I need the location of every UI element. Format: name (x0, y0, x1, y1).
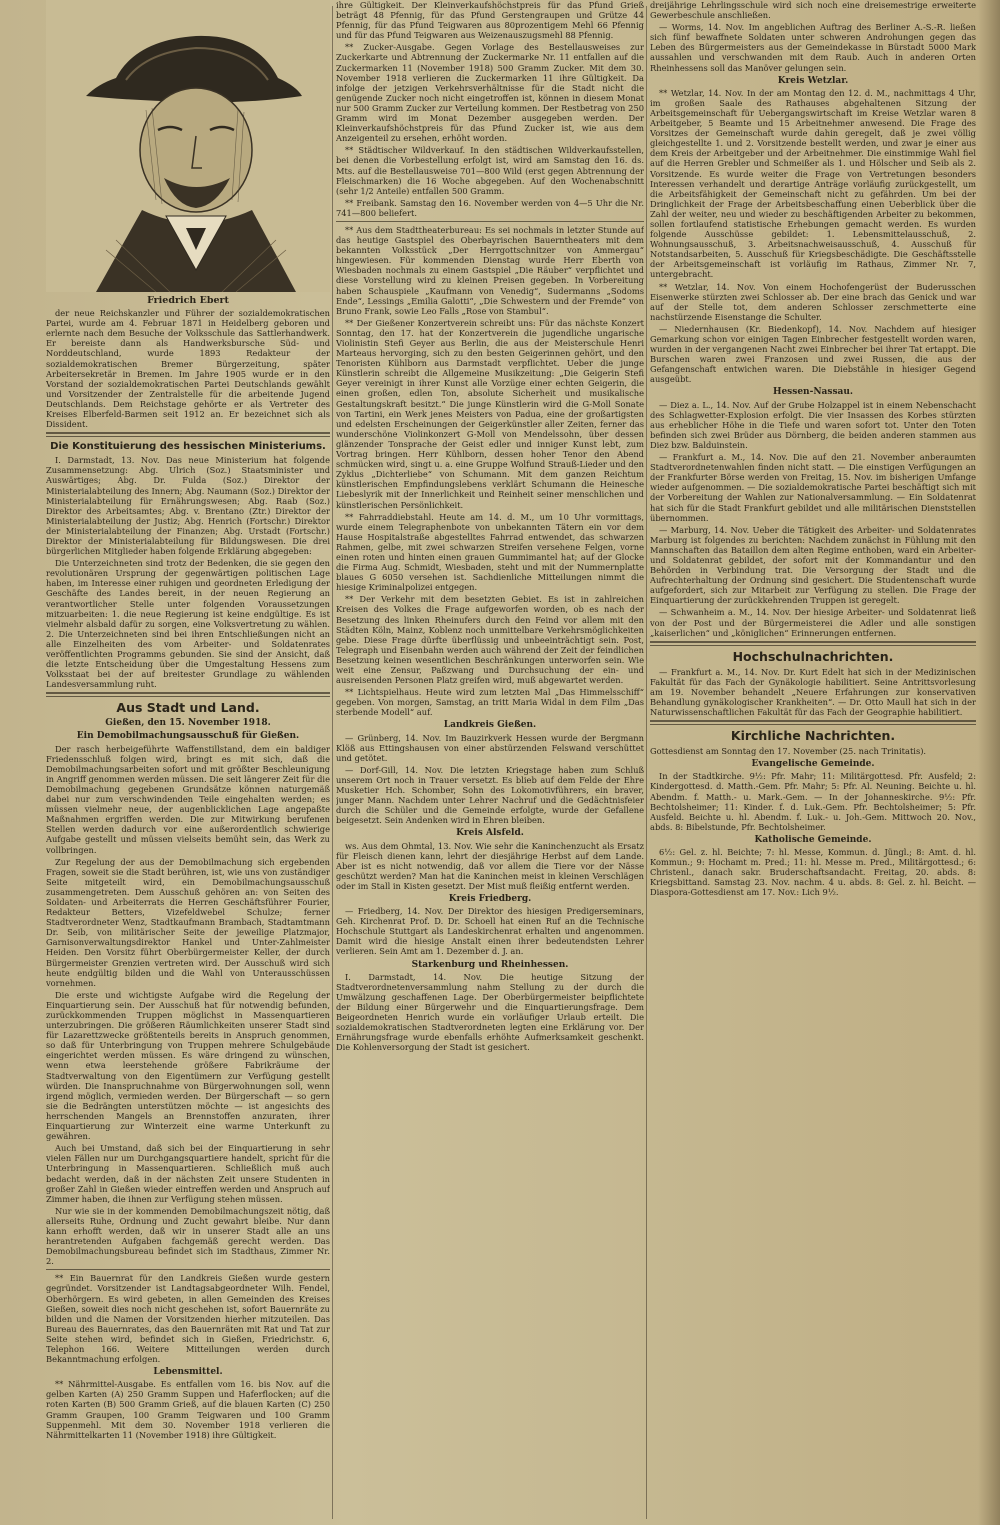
church-intro: Gottesdienst am Sonntag den 17. November (25. nach Trinitatis). (650, 746, 927, 757)
region-headline: Kreis Friedberg. (448, 893, 532, 904)
divider (46, 432, 330, 437)
article-paragraph: In der Stadtkirche. 9½: Pfr. Mahr; 11: Militärgottesd. Pfr. Ausfeld; 2: Kindergottesd. d. Matth.-Gem. Pfr. Mahr; 5: Pfr. Al. Neuning. Beichte u. hl. Abendm. f. Matth.- u. Mark.-Gem. — In der Johanneskirche. 9½: Pfr. Bechtolsheimer; 11: Kinder. f. d. Luk.-Gem. Pfr. Bechtolsheimer; 5: Pfr. Ausfeld. Beichte u. hl. Abendm. f. Luk.- u. Joh.-Gem. Mittwoch 20. Nov., abds. 8: Bibelstunde, Pfr. Bechtolsheimer. (650, 771, 976, 832)
column-right (650, 0, 976, 1525)
ministry-paragraph: I. Darmstadt, 13. Nov. Das neue Ministerium hat folgende Zusammensetzung: Abg. Ulrich (Soz.) Staatsminister und Auswärtiges; Abg. Dr. Fulda (Soz.) Direktor der Ministerialabteilung des Innern; Abg. Naumann (Soz.) Direktor der Ministerialabteilung für Ernährungswesen; Abg. Raab (Soz.) Direktor des Arbeitsamtes; Abg. v. Brentano (Ztr.) Direktor der Ministerialabteilung der Justiz; Abg. Henrich (Fortschr.) Direktor der Ministerialabteilung der Finanzen; Abg. Urstadt (Fortschr.) Direktor der Ministerialabteilung für Bildungswesen. Die drei bürgerlichen Mitglieder haben folgende Erklärung abgegeben: (46, 455, 330, 557)
article-paragraph: 6½: Gel. z. hl. Beichte; 7: hl. Messe, Kommun. d. Jüngl.; 8: Amt. d. hl. Kommun.; 9: Hochamt m. Pred.; 11: hl. Messe m. Pred., Militärgottesd.; 6: Christenl., danach sakr. Bruderschaftsandacht. Freitag, 20. abds. 8: Kriegsbittand. Samstag 23. Nov. nachm. 4 u. abds. 8: Gel. z. hl. Beicht. — Diaspora-Gottesdienst am 17. Nov.: Lich 9½. (650, 847, 976, 898)
article-paragraph: ** Zucker-Ausgabe. Gegen Vorlage des Bestellausweises zur Zuckerkarte und Abtrennung der Zuckermarke Nr. 11 entfallen auf die Zuckermarken 11 (November 1918) 500 Gramm Zucker. Mit dem 30. November 1918 verlieren die Zuckermarken 11 ihre Gültigkeit. Da infolge der jetzigen Verkehrsverhältnisse für die Stadt nicht die genügende Zucker noch nicht eingetroffen ist, können in diesem Monat nur 500 Gramm Zucker zur Verteilung kommen. Der Restbetrag von 250 Gramm wird im Monat Dezember ausgegeben werden. Der Kleinverkaufshöchstpreis für das Pfund Zucker ist, wie aus dem Anzeigenteil zu ersehen, erhöht worden. (336, 42, 644, 144)
article-paragraph: ** Freibank. Samstag den 16. November werden von 4—5 Uhr die Nr. 741—800 beliefert. (336, 197, 644, 218)
divider (650, 641, 976, 646)
portrait-caption: Friedrich Ebert (147, 295, 229, 306)
page-edge-shadow (978, 0, 1000, 1525)
article-paragraph: dreijährige Lehrlingsschule wird sich noch eine dreisemestrige erweiterte Gewerbeschule anschließen. (650, 0, 976, 21)
article-paragraph: ** Wetzlar, 14. Nov. In der am Montag den 12. d. M., nachmittags 4 Uhr, im großen Saale des Rathauses abgehaltenen Sitzung der Arbeitsgemeinschaft für Uebergangswirtschaft im Kreise Wetzlar waren 8 Arbeitgeber, 5 Beamte und 15 Arbeitnehmer anwesend. Die Frage des Vorsitzes der Gemeinschaft wurde dahin geregelt, daß je zwei völlig gleichgestellte 1. und 2. Vorsitzende bestellt werden, und zwar je einer aus dem Kreis der Arbeitgeber und der Arbeitnehmer. Die einstimmige Wahl fiel auf die Herren Grebler und Schmeißer als 1. und Hölscher und Seib als 2. Vorsitzende. Es wurde weiter die Frage von Vertretungen besonders Interessen verhandelt und derartige Anträge vorläufig zurückgestellt, um die Arbeitsfähigkeit der Gemeinschaft nicht zu gefährden. Um bei der Dringlichkeit der Frage der Arbeitsbeschaffung einen Ueberblick über die Zahl der weiter, neu und wieder zu beschäftigenden Arbeiter zu bekommen, sollen fortlaufend statistische Erhebungen gemacht werden. Es wurden folgende Ausschüsse gebildet: 1. Lebensmittelausschuß, 2. Wohnungsausschuß, 3. Arbeitsnachweisausschuß, 4. Ausschuß für Notstandsarbeiten, 5. Ausschuß für Kriegsbeschädigte. Die Geschäftsstelle der Arbeitsgemeinschaft ist vorläufig im Rathaus, Zimmer Nr. 7, untergebracht. (650, 87, 976, 280)
divider (46, 1269, 330, 1270)
article-paragraph: Der rasch herbeigeführte Waffenstillstand, dem ein baldiger Friedensschluß folgen wird, bringt es mit sich, daß die Demobilmachungsarbeiten sofort und mit größter Beschleunigung in Angriff genommen werden müssen. Die seit längerer Zeit für die Demobilmachung gegebenen Grundsätze können naturgemäß dabei nur zum verschwindenden Teile eingehalten werden; es müssen vielmehr neue, der augenblicklichen Lage angepaßte Maßnahmen ergriffen werden. Die zur Mitwirkung berufenen Stellen werden dadurch vor eine außerordentlich schwierige Aufgabe gestellt und müssen vielseits bemüht sein, das Werk zu vollbringen. (46, 743, 330, 855)
article-paragraph: I. Darmstadt, 14. Nov. Die heutige Sitzung der Stadtverordnetenversammlung nahm Stellung zu der durch die Umwälzung geschaffenen Lage. Der Oberbürgermeister beipflichtete der Bildung einer Bürgerwehr und die Einquartierungsfrage. Dem Beigeordneten Henrich wurde ein vorläufiger Urlaub erteilt. Die sozialdemokratischen Stadtverordneten legten eine Erklärung vor. Der Ernährungsfrage wurde ebenfalls erhöhte Aufmerksamkeit geschenkt. Die Kohlenversorgung der Stadt ist gesichert. (336, 971, 644, 1053)
section-headline: Aus Stadt und Land. (116, 700, 260, 716)
article-paragraph: — Friedberg, 14. Nov. Der Direktor des hiesigen Predigerseminars, Geh. Kirchenrat Prof. D. Dr. Schoell hat einen Ruf an die Technische Hochschule Stuttgart als Landeskirchenrat erhalten und angenommen. Damit wird die hiesige Anstalt einen ihrer bedeutendsten Lehrer verlieren. Sein Amt am 1. Dezember d. J. an. (336, 906, 644, 957)
region-headline: Hessen-Nassau. (772, 387, 854, 398)
column-left (46, 0, 330, 1525)
article-paragraph: ** Nährmittel-Ausgabe. Es entfallen vom 16. bis Nov. auf die gelben Karten (A) 250 Gramm Suppen und Haferflocken; auf die roten Karten (B) 500 Gramm Grieß, auf die blauen Karten (C) 250 Gramm Graupen, 100 Gramm Teigwaren und 100 Gramm Suppenmehl. Mit dem 30. November 1918 verlieren die Nährmittelkarten 11 (November 1918) ihre Gültigkeit. (46, 1379, 330, 1440)
article-paragraph: — Niedernhausen (Kr. Biedenkopf), 14. Nov. Nachdem auf hiesiger Gemarkung schon vor einigen Tagen Einbrecher festgestellt worden waren, wurden in der vergangenen Nacht zwei Einbrecher bei ihrer Tat ertappt. Die Burschen waren zwei Franzosen und zwei Russen, die aus der Gefangenschaft entwichen waren. Die Diebstähle in hiesiger Gegend ausgeübt. (650, 323, 976, 385)
article-paragraph: — Frankfurt a. M., 14. Nov. Dr. Kurt Edelt hat sich in der Medizinischen Fakultät für das Fach der Gynäkologie habilitiert. Seine Antrittsvorlesung am 19. November behandelt „Neuere Erfahrungen zur konservativen Behandlung gynäkologischer Krankheiten“. — Dr. Otto Maull hat sich in der Naturwissenschaftlichen Fakultät für das Fach der Geographie habilitiert. (650, 666, 976, 718)
section-headline: Kirchliche Nachrichten. (730, 728, 896, 744)
article-paragraph: — Worms, 14. Nov. Im angeblichen Auftrag des Berliner A.-S.-R. ließen sich fünf bewaffnete Soldaten unter schweren Androhungen gegen das Leben des Bürgermeisters aus der Gemeindekasse in Bürstadt 5000 Mark aussahlen und verschwanden mit dem Raub. Auch in anderen Orten Rheinhessens soll das Manöver gelungen sein. (650, 22, 976, 73)
article-paragraph: — Dorf-Gill, 14. Nov. Die letzten Kriegstage haben zum Schluß unserem Ort noch in Trauer versetzt. Es blieb auf dem Felde der Ehre Musketier Hch. Schomber, Sohn des Lokomotivführers, ein braver, junger Mann. Nachdem unter Lehrer Nachruf und die Gedächtnisfeier durch die Schüler und die Gemeinde erfolgte, wurde der Gefallene beigesetzt. Sein Andenken wird in Ehren bleiben. (336, 764, 644, 826)
article-headline: Ein Demobilmachungsausschuß für Gießen. (76, 731, 300, 742)
article-paragraph: ** Der Verkehr mit dem besetzten Gebiet. Es ist in zahlreichen Kreisen des Volkes die Frage aufgeworfen worden, ob es nach der Besetzung des linken Rheinufers durch den Feind vor allem mit den Städten Köln, Mainz, Koblenz noch unmittelbare Verkehrsmöglichkeiten gebe. Diese Frage dürfte überflüssig und unbeeinträchtigt sein. Post, Telegraph und Eisenbahn werden auch während der Zeit der feindlichen Besetzung keinen wesentlichen Beschränkungen unterworfen sein. Wie weit eine Zensur, Paßzwang und Durchsuchung der ein- und ausreisenden Personen Platz greifen wird, muß abgewartet werden. (336, 594, 644, 686)
column-rule (646, 6, 647, 1519)
divider (650, 720, 976, 725)
ministry-paragraph: Die Unterzeichneten sind trotz der Bedenken, die sie gegen den revolutionären Ursprung der gegenwärtigen politischen Lage haben, im Interesse einer ruhigen und geordneten Erledigung der Geschäfte des Landes bereit, in der neuen Regierung an verantwortlicher Stelle unter folgenden Voraussetzungen mitzuarbeiten: 1. die neue Regierung ist keine endgültige. Es ist vielmehr alsbald dafür zu sorgen, eine Volksvertretung zu wählen. 2. Die Unterzeichneten sind bei ihren Entschließungen nicht an alle Einzelheiten des vom Arbeiter- und Soldatenrates veröffentlichten Programms gebunden. Sie sind der Ansicht, daß die letzte Entscheidung über die Umgestaltung Hessens zum Volksstaat bei der auf breitester Grundlage zu wählenden Landesversammlung ruht. (46, 558, 330, 690)
divider (46, 692, 330, 697)
article-paragraph: ** Wetzlar, 14. Nov. Von einem Hochofengerüst der Buderusschen Eisenwerke stürzten zwei Schlosser ab. Der eine brach das Genick und war auf der Stelle tot, dem anderen Schlosser zerschmetterte eine nachstürzende Eisenstange die Schulter. (650, 281, 976, 322)
article-paragraph: — Schwanheim a. M., 14. Nov. Der hiesige Arbeiter- und Soldatenrat ließ von der Post und der Bürgermeisterei die Adler und alle sonstigen „kaiserlichen“ und „königlichen“ Erinnerungen entfernen. (650, 607, 976, 638)
ebert-bio: der neue Reichskanzler und Führer der sozialdemokratischen Partei, wurde am 4. Februar 1871 in Heidelberg geboren und erlernte nach dem Besuche der Volksschule das Sattlerhandwerk. Er bereiste dann als Handwerksbursche Süd- und Norddeutschland, wurde 1893 Redakteur der sozialdemokratischen Bremer Bürgerzeitung, später Arbeitersekretär in Bremen. Im Jahre 1905 wurde er in den Vorstand der sozialdemokratischen Partei Deutschlands gewählt und Vorsitzender der Zentralstelle für die arbeitende Jugend Deutschlands. Dem Reichstage gehörte er als Vertreter des Kreises Elberfeld-Barmen seit 1912 an. Er bezeichnet sich als Dissident. (46, 308, 330, 430)
article-paragraph: ws. Aus dem Ohmtal, 13. Nov. Wie sehr die Kaninchenzucht als Ersatz für Fleisch dienen kann, lehrt der diesjährige Herbst auf dem Lande. Aber ist es nicht notwendig, daß vor allem die Tiere vor der Nässe geschützt werden? Man hat die Kaninchen meist in kleinen Verschlägen oder im Stall in Kisten gesetzt. Der Mist muß fleißig entfernt werden. (336, 840, 644, 891)
portrait-engraving (46, 0, 330, 292)
region-headline: Kreis Wetzlar. (777, 75, 849, 86)
article-paragraph: Zur Regelung der aus der Demobilmachung sich ergebenden Fragen, soweit sie die Stadt berühren, ist, wie uns von zuständiger Seite mitgeteilt wird, ein Demobilmachungsausschuß zusammengetreten. Dem Ausschuß gehören an: von Seiten des Soldaten- und Arbeiterrats die Herren Geschäftsführer Fourier, Redakteur Betters, Vizefeldwebel Schulze; ferner Stadtverordneter Wenz, Stadtkaufmann Brambach, Stadtamtmann Dr. Seib, von militärischer Seite der jeweilige Platzmajor, Garnisonverwaltungsdirektor Hankel und Unter-Zahlmeister Heiden. Den Vorsitz führt Oberbürgermeister Keller, der durch Bürgermeister Grenzien vertreten wird. Der Ausschuß wird sich heute endgültig bilden und die Wahl von Unterausschüssen vornehmen. (46, 856, 330, 988)
article-paragraph: Nur wie sie in der kommenden Demobilmachungszeit nötig, daß allerseits Ruhe, Ordnung und Zucht gewahrt bleibe. Nur dann kann erhofft werden, daß wir in unserer Stadt alle an uns herantretenden Aufgaben fachgemäß gerecht werden. Das Demobilmachungsbureau befindet sich im Stadthaus, Zimmer Nr. 2. (46, 1205, 330, 1267)
article-paragraph: ** Ein Bauernrat für den Landkreis Gießen wurde gestern gegründet. Vorsitzender ist Landtagsabgeordneter Wilh. Fendel, Oberhörgern. Es wird gebeten, in allen Gemeinden des Kreises Gießen, soweit dies noch nicht geschehen ist, sofort Bauernräte zu bilden und die Namen der Vorsitzenden hierher mitzuteilen. Das Bureau des Bauernrates, das den Bauernräten mit Rat und Tat zur Seite stehen wird, befindet sich in Gießen, Friedrichstr. 6, Telephon 166. Weitere Mitteilungen werden durch Bekanntmachung erfolgen. (46, 1273, 330, 1365)
region-headline: Kreis Alsfeld. (456, 828, 524, 839)
article-paragraph: — Grünberg, 14. Nov. Im Bauzirkverk Hessen wurde der Bergmann Klöß aus Ettingshausen von einer abstürzenden Felswand verschüttet und getötet. (336, 732, 644, 763)
article-paragraph: ihre Gültigkeit. Der Kleinverkaufshöchstpreis für das Pfund Grieß beträgt 48 Pfennig, für das Pfund Gerstengraupen und Grütze 44 Pfennig, für das Pfund Teigwaren aus 80prozentigem Mehl 66 Pfennig und für das Pfund Teigwaren aus Weizenauszugsmehl 88 Pfennig. (336, 0, 644, 41)
congregation-headline: Evangelische Gemeinde. (751, 759, 875, 770)
article-paragraph: Auch bei Umstand, daß sich bei der Einquartierung in sehr vielen Fällen nur um Durchgangsquartiere handelt, spricht für die Unterbringung in Massenquartieren. Schließlich muß auch bedacht werden, daß in der nächsten Zeit unsere Studenten in großer Zahl in Gießen wieder eintreffen werden und Anspruch auf Zimmer haben, die ihnen zur Verfügung stehen müssen. (46, 1143, 330, 1204)
article-paragraph: ** Städtischer Wildverkauf. In den städtischen Wildverkaufsstellen, bei denen die Vorbestellung erfolgt ist, wird am Samstag den 16. ds. Mts. auf die Bestellausweise 701—800 Wild (erst gegen Abtrennung der Fleischmarken) die 16 Woche abgegeben. Auf den Wochenabschnitt (sehr 1/2 Anteile) entfallen 500 Gramm. (336, 145, 644, 196)
region-headline: Starkenburg und Rheinhessen. (411, 959, 569, 970)
article-paragraph: ** Der Gießener Konzertverein schreibt uns: Für das nächste Konzert Sonntag, den 17. hat der Konzertverein die jugendliche ungarische Violinistin Stefi Geyer aus Berlin, die aus der Meisterschule Henri Marteaus hervorging, sich zu den besten Geigerinnen gehört, und den Tenoristen Kühlborn aus Darmstadt verpflichtet. Ueber die junge Künstlerin schreibt die Allgemeine Musikzeitung: „Die Geigerin Stefi Geyer vereinigt in ihrer Kunst alle Vorzüge einer echten Geigerin, die einen großen, edlen Ton, absolute Sicherheit und musikalische Gestaltungskraft besitzt.“ Die junge Künstlerin wird die G-Moll Sonate von Tartini, ein Werk jenes Meisters von Padua, eine der großartigsten und edelsten Erscheinungen der Geigerkünstler aller Zeiten, ferner das wunderschöne Violinkonzert G-Moll von Mendelssohn, über dessen glänzender Tonsprache der Geist edler und inniger Kunst lebt, zum Vortrag bringen. Herr Kühlborn, dessen hoher Tenor den Abend schmücken wird, singt u. a. eine Gruppe Wolfund Strauß-Lieder und den Zyklus „Dichterliebe“ von Schumann. Mit dem ganzen Reichtum künstlerischen Empfindungslebens verklärt Schumann die Heinesche Liebeslyrik mit der Innerlichkeit und Reinheit seiner menschlichen und künstlerischen Persönlichkeit. (336, 317, 644, 510)
congregation-headline: Katholische Gemeinde. (754, 834, 872, 845)
article-paragraph: — Marburg, 14. Nov. Ueber die Tätigkeit des Arbeiter- und Soldatenrates Marburg ist folgendes zu berichten: Nachdem zunächst in Fühlung mit den Mannschaften das Bataillon dem alten Regime enthoben, ward ein Arbeiter- und Soldatenrat gebildet, der sofort mit der Kommandantur und den Behörden in Verbindung trat. Die Versorgung der Stadt und die Aufrechterhaltung der Ordnung sind gesichert. Die Studentenschaft wurde aufgefordert, sich zur Mitarbeit zur Verfügung zu stellen. Die Frage der Einquartierung der zurückkehrenden Truppen ist geregelt. (650, 524, 976, 606)
divider (336, 221, 644, 222)
column-rule (332, 6, 333, 1519)
ministry-headline: Die Konstituierung des hessischen Ministeriums. (50, 441, 326, 453)
article-headline: Lebensmittel. (153, 1367, 223, 1378)
article-paragraph: — Frankfurt a. M., 14. Nov. Die auf den 21. November anberaumten Stadtverordnetenwahlen finden nicht statt. — Die einstigen Verfügungen an der Frankfurter Börse werden von Freitag, 15. Nov. im bisherigen Umfange wieder aufgenommen. — Die sozialdemokratische Partei beschäftigt sich mit der Vorbereitung der Wahlen zur Nationalversammlung. — Ein Soldatenrat hat sich für die Stadt Frankfurt gebildet und alle militärischen Dienststellen übernommen. (650, 452, 976, 523)
dateline: Gießen, den 15. November 1918. (105, 718, 271, 729)
section-headline: Hochschulnachrichten. (732, 648, 894, 664)
region-headline: Landkreis Gießen. (443, 720, 537, 731)
article-paragraph: ** Lichtspielhaus. Heute wird zum letzten Mal „Das Himmelsschiff“ gegeben. Von morgen, Samstag, an tritt Maria Widal in dem Film „Das sterbende Modell“ auf. (336, 687, 644, 718)
article-paragraph: ** Aus dem Stadttheaterbureau: Es sei nochmals in letzter Stunde auf das heutige Gastspiel des Oberbayrischen Bauerntheaters mit dem bekannten Volksstück „Der Herrgottschnitzer von Ammergau“ hingewiesen. Für kommenden Dienstag wurde Herr Eberth von Wiesbaden nochmals zu einem Gastspiel „Die Räuber“ verpflichtet und diese Vorstellung wird zu kleinen Preisen gegeben. In Vorbereitung haben Schauspiele „Kaufmann von Venedig“, Sudermanns „Sodoms Ende“, Lessings „Emilia Galotti“, „Die Schwestern und der Fremde“ von Bruno Frank, sowie Leo Falls „Rose von Stambul“. (336, 224, 644, 316)
column-middle (336, 0, 644, 1525)
article-paragraph: Die erste und wichtigste Aufgabe wird die Regelung der Einquartierung sein. Der Ausschuß hat für notwendig befunden, zurückkommenden Truppen möglichst in Massenquartieren unterzubringen. Die größeren Räumlichkeiten unserer Stadt sind für Lazarettzwecke größtenteils bereits in Anspruch genommen, so daß für Unterbringung von Truppen mehrere Schulgebäude eingerichtet werden müssen. Es wäre dringend zu wünschen, wenn etwa leerstehende größere Fabrikräume der Stadtverwaltung von den Eigentümern zur Verfügung gestellt würden. Die Inanspruchnahme von Bürgerwohnungen soll, wenn irgend möglich, vermieden werden. Der Bürgerschaft — so gern sie die Bedrängten unterstützen möchte — ist angesichts des herrschenden Mangels an Brennstoffen anzuraten, ihrer Einquartierung zur Winterzeit eine warme Unterkunft zu gewähren. (46, 989, 330, 1142)
article-paragraph: — Diez a. L., 14. Nov. Auf der Grube Holzappel ist in einem Nebenschacht des Schlagwetter-Explosion erfolgt. Die vier Insassen des Korbes stürzten aus erheblicher Höhe in die Tiefe und waren sofort tot. Unter den Toten befinden sich zwei Brüder aus Dörnberg, die beiden anderen stammen aus Diez bzw. Balduinstein. (650, 399, 976, 450)
article-paragraph: ** Fahrraddiebstahl. Heute am 14. d. M., um 10 Uhr vormittags, wurde einem Telegraphenbote von unbekannten Tätern ein vor dem Hause Hospitalstraße abgestelltes Fahrrad entwendet, das schwarzen Rahmen, gelbe, mit zwei schwarzen Streifen versehene Felgen, vorne einen roten und hinten einen grauen Gummimantel hat; auf der Glocke die Firma Aug. Schmidt, Wiesbaden, steht und mit der Nummernplatte blaues G 6050 versehen ist. Sachdienliche Mitteilungen nimmt die hiesige Kriminalpolizei entgegen. (336, 511, 644, 593)
